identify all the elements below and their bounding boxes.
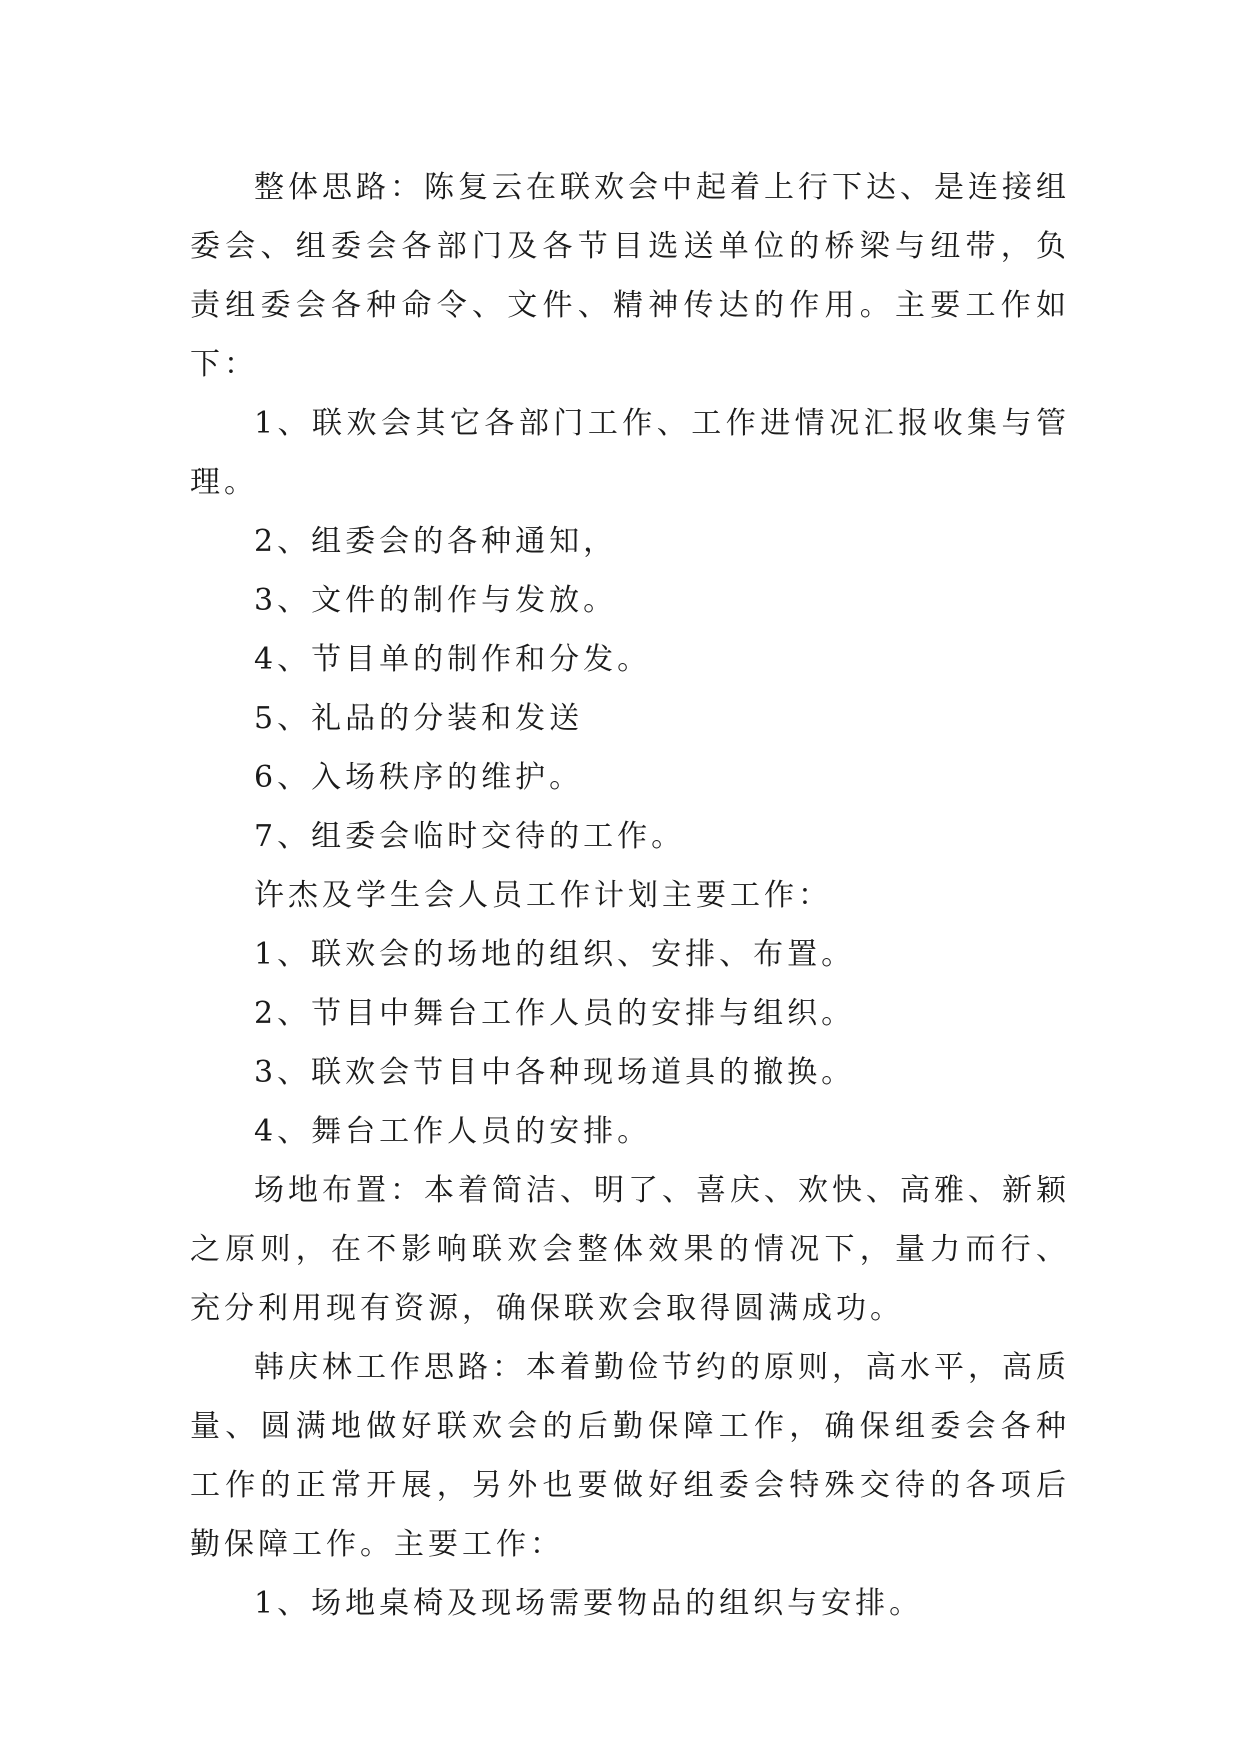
list-item: 1、场地桌椅及现场需要物品的组织与安排。	[254, 1586, 924, 1621]
list-item: 6、入场秩序的维护。	[254, 760, 584, 795]
section-heading-xujie-plan: 许杰及学生会人员工作计划主要工作：	[254, 878, 832, 913]
list-item: 4、舞台工作人员的安排。	[254, 1114, 652, 1149]
list-item: 3、文件的制作与发放。	[254, 583, 618, 618]
list-item: 4、节目单的制作和分发。	[254, 642, 652, 677]
paragraph-hanqinglin-approach: 韩庆林工作思路：本着勤俭节约的原则，高水平，高质量、圆满地做好联欢会的后勤保障工作，确保组委会各种工作的正常开展，另外也要做好组委会特殊交待的各项后勤保障工作。主要工作：	[190, 1350, 1070, 1562]
paragraph-overall-approach: 整体思路：陈复云在联欢会中起着上行下达、是连接组委会、组委会各部门及各节目选送单位的桥梁与纽带，负责组委会各种命令、文件、精神传达的作用。主要工作如下：	[190, 170, 1070, 382]
list-item: 2、节目中舞台工作人员的安排与组织。	[254, 996, 856, 1031]
list-item: 5、礼品的分装和发送	[254, 701, 584, 736]
paragraph-venue-layout: 场地布置：本着简洁、明了、喜庆、欢快、高雅、新颖之原则，在不影响联欢会整体效果的情况下，量力而行、充分利用现有资源，确保联欢会取得圆满成功。	[190, 1173, 1070, 1326]
list-item: 7、组委会临时交待的工作。	[254, 819, 686, 854]
list-item: 1、联欢会的场地的组织、安排、布置。	[254, 937, 856, 972]
list-item: 1、联欢会其它各部门工作、工作进情况汇报收集与管理。	[190, 406, 1070, 500]
list-item: 3、联欢会节目中各种现场道具的撤换。	[254, 1055, 856, 1090]
list-item: 2、组委会的各种通知，	[254, 524, 618, 559]
document-body	[190, 158, 1070, 1633]
